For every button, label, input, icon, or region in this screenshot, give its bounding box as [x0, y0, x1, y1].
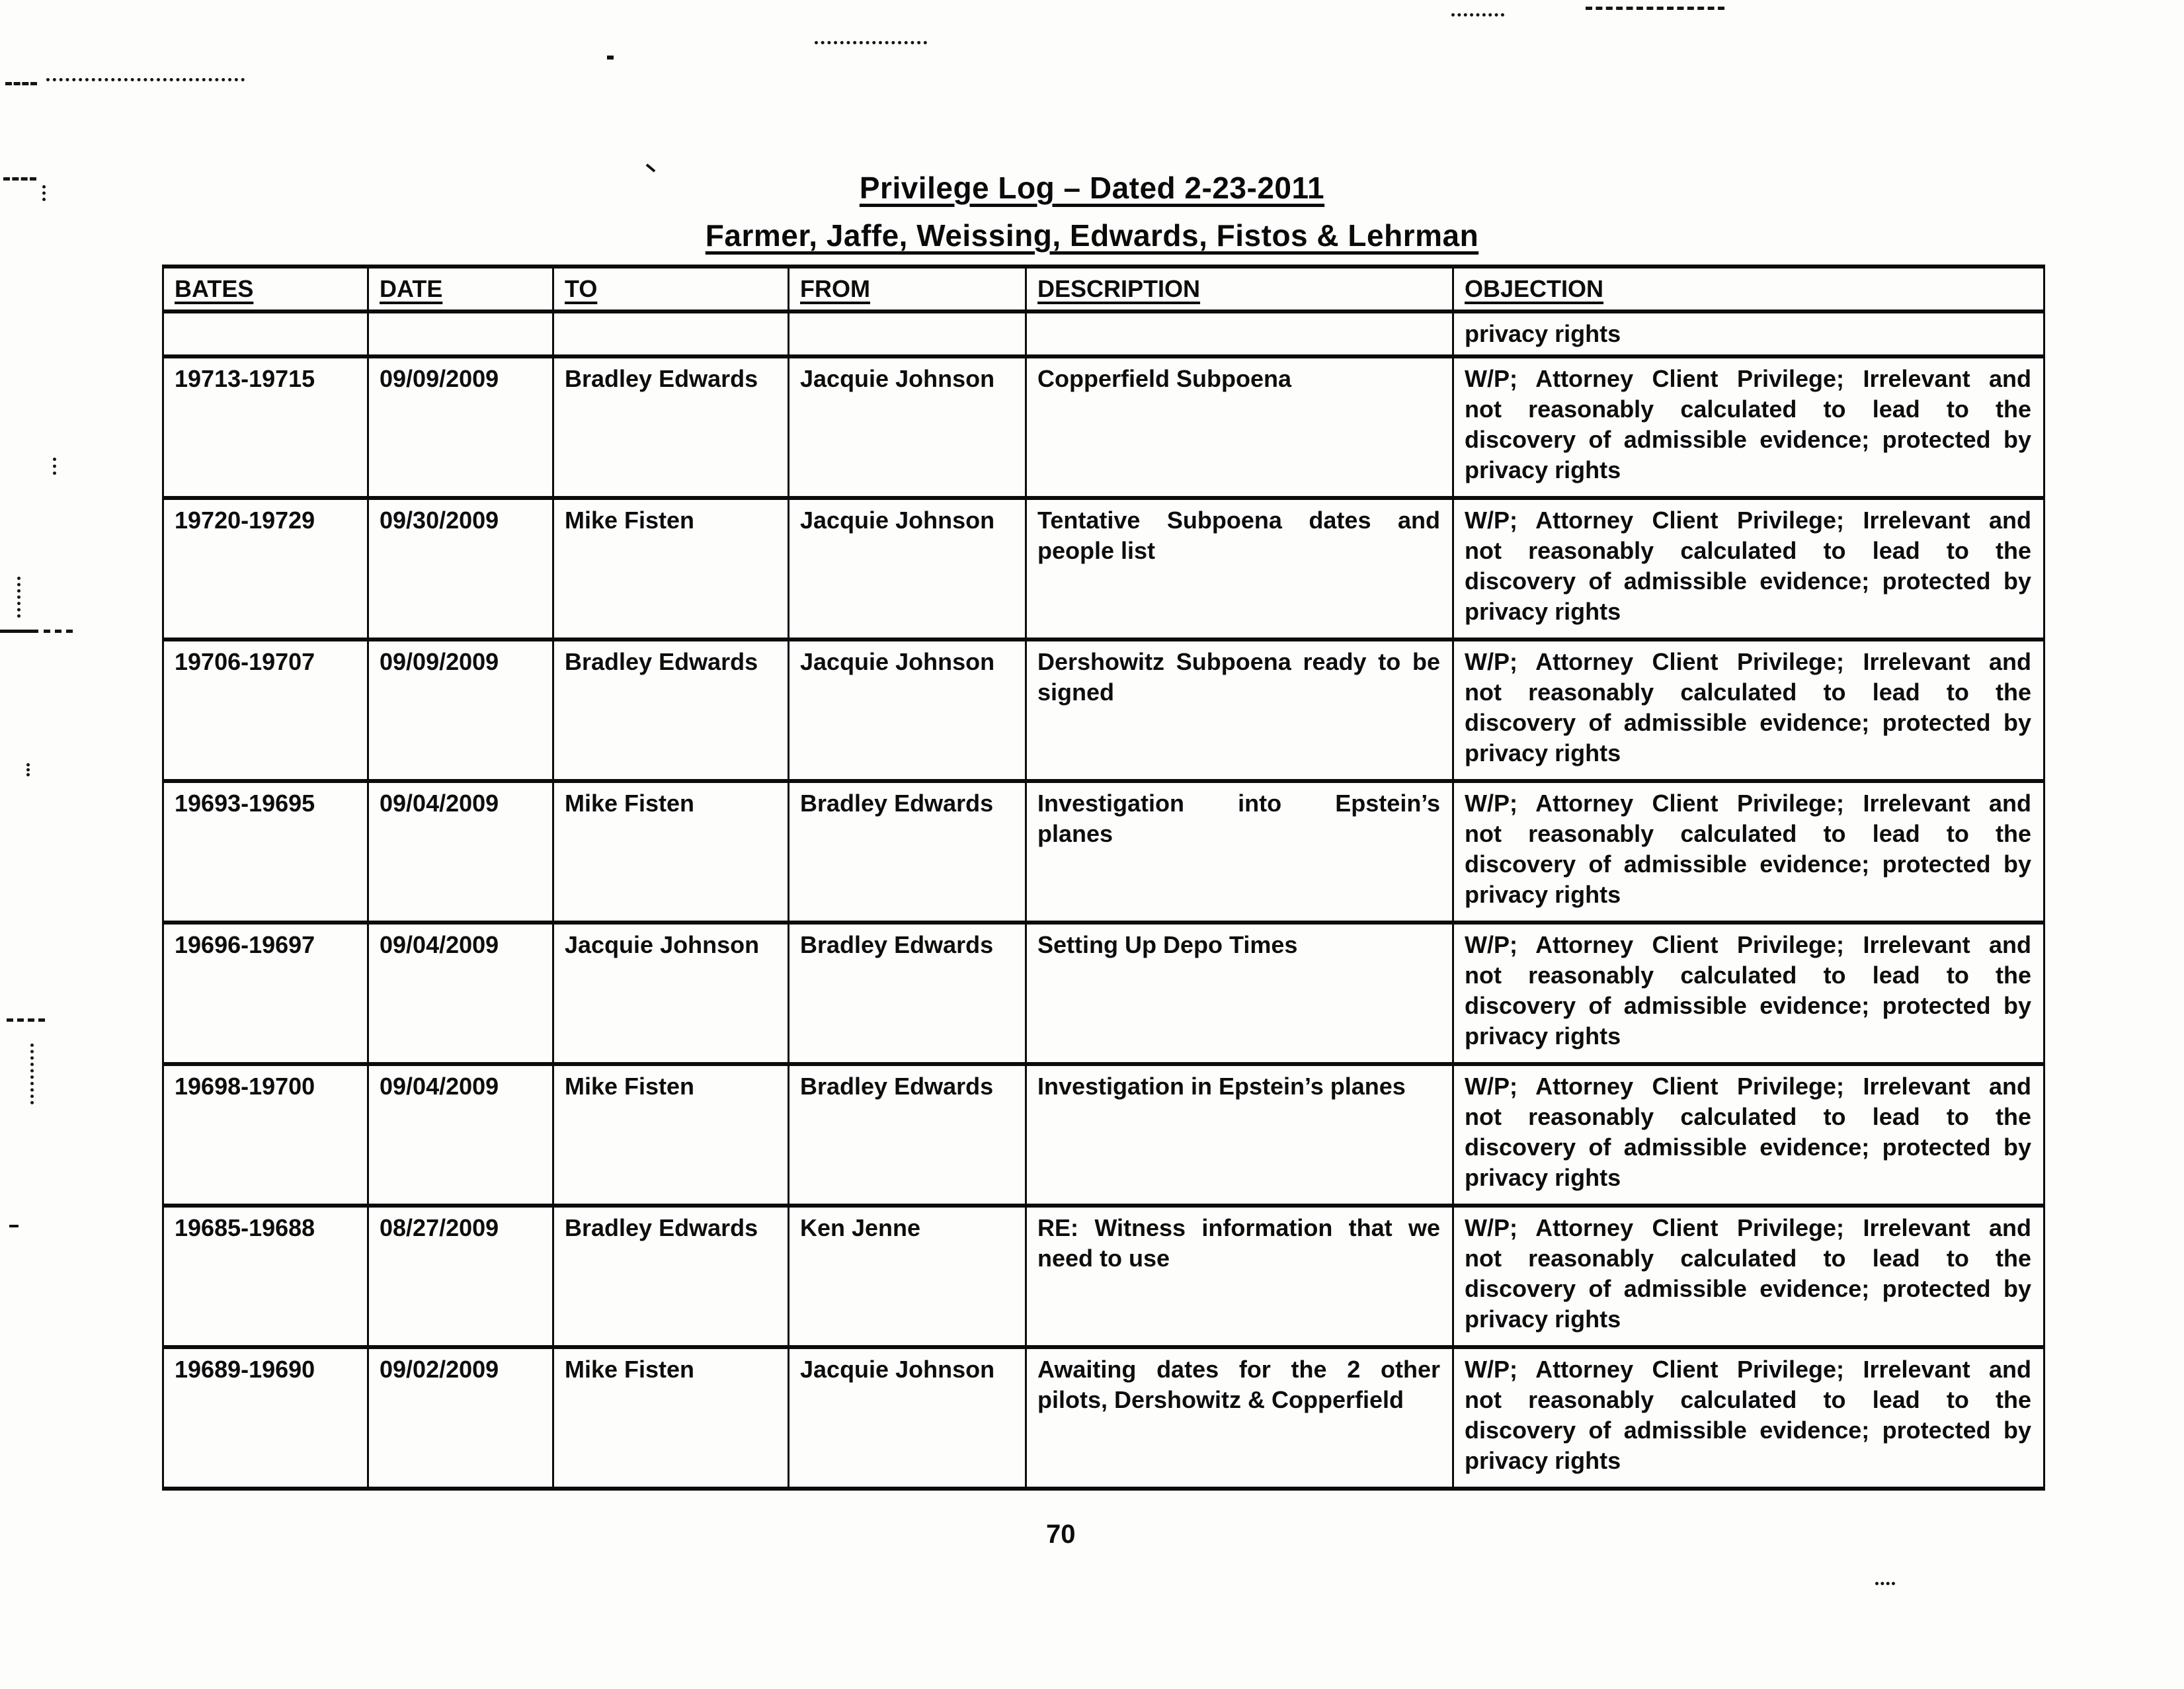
to-cell: Mike Fisten: [553, 1347, 789, 1489]
from-cell: Ken Jenne: [789, 1206, 1026, 1347]
table-row: [163, 498, 2044, 639]
date-cell: 09/04/2009: [368, 1064, 553, 1206]
to-cell: Bradley Edwards: [553, 1206, 789, 1347]
from-cell: Jacquie Johnson: [789, 498, 1026, 639]
objection-line: W/P; Attorney Client Privilege; Irrelevant and: [1465, 1356, 2031, 1383]
to-cell: Mike Fisten: [553, 1064, 789, 1206]
objection-line: not reasonably calculated to lead to the: [1465, 1386, 2031, 1413]
table-row: [163, 1347, 2044, 1489]
from-cell: [789, 311, 1026, 356]
objection-cell: [1453, 1206, 2044, 1347]
to-cell: Bradley Edwards: [553, 639, 789, 781]
scan-artifact: [1586, 7, 1724, 10]
scan-artifact: [5, 82, 37, 85]
header-date: DATE: [368, 267, 553, 311]
table-row: [163, 923, 2044, 1064]
to-cell: Mike Fisten: [553, 781, 789, 923]
scan-artifact: [1875, 1582, 1895, 1585]
date-cell: 09/02/2009: [368, 1347, 553, 1489]
bates-cell: 19689-19690: [163, 1347, 368, 1489]
objection-line: not reasonably calculated to lead to the: [1465, 1245, 2031, 1272]
objection-cell: [1453, 1064, 2044, 1206]
objection-cell: [1453, 1347, 2044, 1489]
objection-line: not reasonably calculated to lead to the: [1465, 395, 2031, 423]
objection-line: W/P; Attorney Client Privilege; Irrelevant and: [1465, 790, 2031, 817]
objection-line: discovery of admissible evidence; protected by: [1465, 1417, 2031, 1444]
objection-line: privacy rights: [1465, 1022, 1621, 1050]
scan-artifact: [0, 630, 38, 633]
objection-line: not reasonably calculated to lead to the: [1465, 537, 2031, 564]
from-cell: Bradley Edwards: [789, 923, 1026, 1064]
privilege-log-table: [162, 265, 2045, 1491]
header-from: FROM: [789, 267, 1026, 311]
table-row: [163, 1064, 2044, 1206]
from-cell: Bradley Edwards: [789, 781, 1026, 923]
from-cell: Jacquie Johnson: [789, 639, 1026, 781]
to-cell: Jacquie Johnson: [553, 923, 789, 1064]
objection-line: privacy rights: [1465, 881, 1621, 908]
scan-artifact: [44, 630, 73, 633]
objection-line: privacy rights: [1465, 1305, 1621, 1333]
bates-cell: 19696-19697: [163, 923, 368, 1064]
table-row: [163, 356, 2044, 498]
objection-cell: [1453, 311, 2044, 356]
objection-line: not reasonably calculated to lead to the: [1465, 820, 2031, 847]
objection-line: not reasonably calculated to lead to the: [1465, 962, 2031, 989]
scan-artifact: [53, 458, 56, 475]
objection-line: W/P; Attorney Client Privilege; Irrelevant and: [1465, 507, 2031, 534]
page-number: 70: [1046, 1520, 1076, 1549]
date-cell: 09/30/2009: [368, 498, 553, 639]
description-cell: [1026, 639, 1453, 781]
objection-line: privacy rights: [1465, 320, 1621, 347]
objection-cell: [1453, 923, 2044, 1064]
bates-cell: 19720-19729: [163, 498, 368, 639]
objection-line: W/P; Attorney Client Privilege; Irrelevant and: [1465, 931, 2031, 958]
objection-line: privacy rights: [1465, 456, 1621, 483]
scan-artifact: [46, 78, 245, 81]
date-cell: 09/09/2009: [368, 356, 553, 498]
description-line: Investigation in Epstein’s planes: [1037, 1073, 1406, 1100]
objection-line: privacy rights: [1465, 598, 1621, 625]
header-to: TO: [553, 267, 789, 311]
description-line: need to use: [1037, 1245, 1170, 1272]
table-row-continuation: [163, 311, 2044, 356]
description-cell: [1026, 498, 1453, 639]
objection-cell: [1453, 498, 2044, 639]
objection-line: privacy rights: [1465, 1447, 1621, 1474]
objection-line: W/P; Attorney Client Privilege; Irrelevant and: [1465, 365, 2031, 392]
description-cell: [1026, 356, 1453, 498]
scan-artifact: [26, 763, 30, 776]
objection-line: discovery of admissible evidence; protected by: [1465, 709, 2031, 736]
description-cell: [1026, 311, 1453, 356]
to-cell: Bradley Edwards: [553, 356, 789, 498]
header-row: [163, 267, 2044, 311]
objection-line: privacy rights: [1465, 739, 1621, 766]
description-cell: [1026, 923, 1453, 1064]
from-cell: Bradley Edwards: [789, 1064, 1026, 1206]
header-objection: OBJECTION: [1453, 267, 2044, 311]
objection-line: W/P; Attorney Client Privilege; Irrelevant and: [1465, 1214, 2031, 1241]
description-cell: [1026, 1347, 1453, 1489]
description-line: planes: [1037, 820, 1113, 847]
description-line: RE: Witness information that we: [1037, 1214, 1440, 1241]
date-cell: 09/09/2009: [368, 639, 553, 781]
table-row: [163, 1206, 2044, 1347]
objection-line: discovery of admissible evidence; protected by: [1465, 850, 2031, 878]
scan-artifact: [815, 41, 927, 44]
date-cell: 09/04/2009: [368, 781, 553, 923]
objection-cell: [1453, 639, 2044, 781]
date-cell: 09/04/2009: [368, 923, 553, 1064]
objection-cell: [1453, 356, 2044, 498]
date-cell: [368, 311, 553, 356]
scan-artifact: [30, 1044, 34, 1104]
description-line: Dershowitz Subpoena ready to be: [1037, 648, 1440, 675]
description-cell: [1026, 781, 1453, 923]
date-cell: 08/27/2009: [368, 1206, 553, 1347]
document-title: [0, 164, 2184, 259]
description-line: Tentative Subpoena dates and: [1037, 507, 1440, 534]
bates-cell: 19693-19695: [163, 781, 368, 923]
description-cell: [1026, 1206, 1453, 1347]
objection-cell: [1453, 781, 2044, 923]
bates-cell: 19685-19688: [163, 1206, 368, 1347]
objection-line: privacy rights: [1465, 1164, 1621, 1191]
description-line: Awaiting dates for the 2 other: [1037, 1356, 1440, 1383]
bates-cell: [163, 311, 368, 356]
header-description: DESCRIPTION: [1026, 267, 1453, 311]
objection-line: discovery of admissible evidence; protected by: [1465, 992, 2031, 1019]
to-cell: Mike Fisten: [553, 498, 789, 639]
from-cell: Jacquie Johnson: [789, 1347, 1026, 1489]
description-cell: [1026, 1064, 1453, 1206]
bates-cell: 19713-19715: [163, 356, 368, 498]
scan-artifact: [7, 1018, 45, 1022]
description-line: Investigation into Epstein’s: [1037, 790, 1440, 817]
objection-line: W/P; Attorney Client Privilege; Irrelevant and: [1465, 648, 2031, 675]
from-cell: Jacquie Johnson: [789, 356, 1026, 498]
bates-cell: 19698-19700: [163, 1064, 368, 1206]
objection-line: discovery of admissible evidence; protected by: [1465, 567, 2031, 595]
objection-line: W/P; Attorney Client Privilege; Irrelevant and: [1465, 1073, 2031, 1100]
scan-artifact: [17, 577, 20, 618]
title-line-2: Farmer, Jaffe, Weissing, Edwards, Fistos & Lehrman: [705, 218, 1479, 253]
to-cell: [553, 311, 789, 356]
header-bates: BATES: [163, 267, 368, 311]
objection-line: discovery of admissible evidence; protected by: [1465, 1275, 2031, 1302]
description-line: people list: [1037, 537, 1156, 564]
description-line: signed: [1037, 679, 1115, 706]
scan-artifact: [1451, 13, 1504, 17]
bates-cell: 19706-19707: [163, 639, 368, 781]
scan-artifact: [607, 56, 614, 60]
scan-artifact: [9, 1225, 19, 1227]
description-line: Setting Up Depo Times: [1037, 931, 1298, 958]
title-line-1: Privilege Log – Dated 2-23-2011: [859, 171, 1325, 205]
description-line: pilots, Dershowitz & Copperfield: [1037, 1386, 1404, 1413]
objection-line: discovery of admissible evidence; protected by: [1465, 426, 2031, 453]
objection-line: not reasonably calculated to lead to the: [1465, 1103, 2031, 1130]
objection-line: not reasonably calculated to lead to the: [1465, 679, 2031, 706]
description-line: Copperfield Subpoena: [1037, 365, 1292, 392]
objection-line: discovery of admissible evidence; protected by: [1465, 1133, 2031, 1161]
table-row: [163, 781, 2044, 923]
table-row: [163, 639, 2044, 781]
